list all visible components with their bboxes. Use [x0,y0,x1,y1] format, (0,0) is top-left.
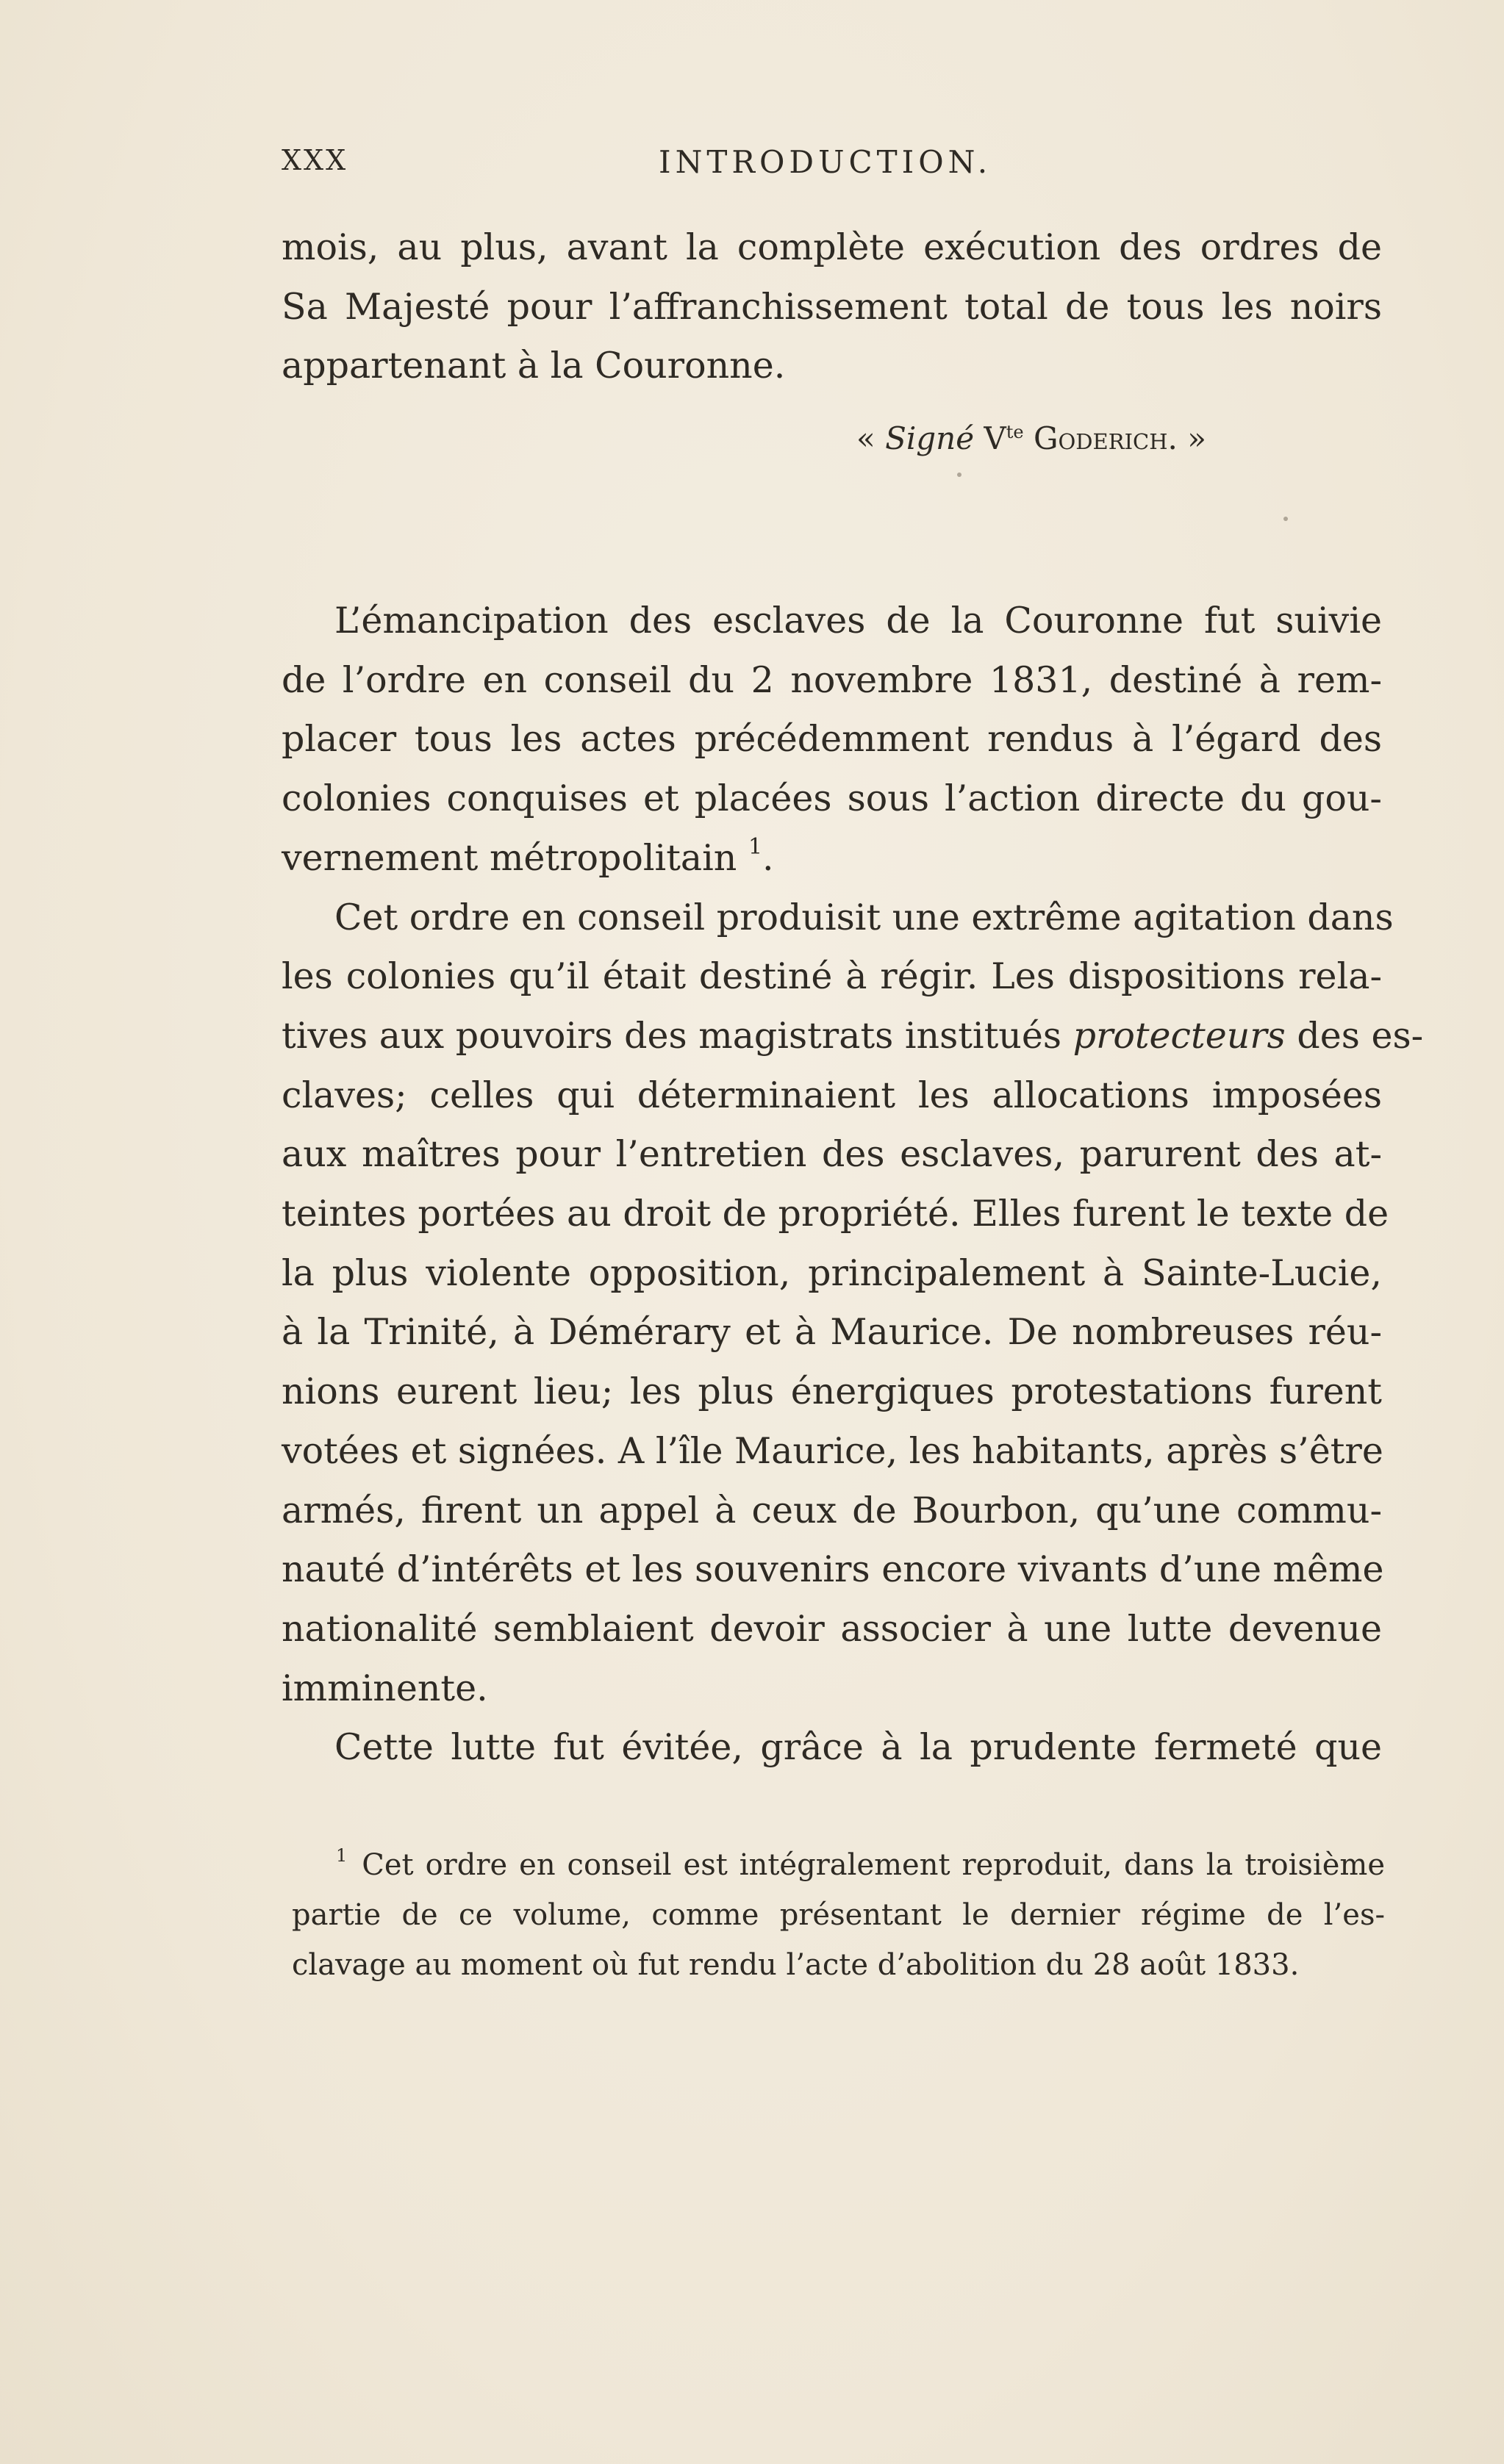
text-line: de l’ordre en conseil du 2 novembre 1831, destiné à rem- [282,658,1382,701]
text-line: armés, firent un appel à ceux de Bourbon, qu’une commu- [282,1489,1382,1531]
running-title: INTRODUCTION. [659,144,992,180]
signature-name: Goderich. [1033,420,1178,456]
text-line: imminente. [282,1667,488,1709]
signature-title-sup: te [1006,422,1024,442]
text-line: Cette lutte fut évitée, grâce à la prudente fermeté que [334,1726,1382,1769]
signature-line [856,420,1206,456]
text-line: Sa Majesté pour l’affranchissement total de tous les noirs [282,285,1382,328]
continued-paragraph [282,218,1382,396]
text-line: les colonies qu’il était destiné à régir. Les dispositions rela- [282,955,1382,998]
footnote-line: partie de ce volume, comme présentant le dernier régime de l’es- [292,1898,1385,1932]
signature-signed-word: Signé [885,420,975,456]
text-fragment: des es- [1285,1014,1424,1057]
text-line [282,829,1382,888]
paper-speck [957,473,962,477]
text-line: claves; celles qui déterminaient les allocations imposées [282,1074,1382,1116]
signature-open-quote: « [856,420,875,456]
text-line: nauté d’intérêts et les souvenirs encore vivants d’une même [282,1548,1384,1591]
text-line: aux maîtres pour l’entretien des esclaves, parurent des at- [282,1133,1382,1176]
text-line: nions eurent lieu; les plus énergiques protestations furent [282,1371,1382,1413]
signature-title: V [984,420,1006,456]
footnote-line [292,1840,1385,1890]
footnote-reference: 1 [748,833,763,860]
footnote-line: clavage au moment où fut rendu l’acte d’abolition du 28 août 1833. [292,1948,1300,1982]
text-line: Cet ordre en conseil produisit une extrême agitation dans [334,896,1394,938]
footnote [292,1840,1385,1990]
text-line: mois, au plus, avant la complète exécution des ordres de [282,226,1382,268]
text-line: L’émancipation des esclaves de la Couronne fut suivie [334,600,1382,642]
text-fragment: vernement métropolitain [282,836,748,879]
footnote-marker: 1 [336,1845,348,1866]
text-line: appartenant à la Couronne. [282,345,786,387]
text-fragment: tives aux pouvoirs des magistrats institués [282,1014,1073,1057]
text-fragment: Cet ordre en conseil est intégralement reproduit, dans la troisième [362,1848,1385,1882]
italic-term: protecteurs [1073,1014,1286,1057]
text-line: la plus violente opposition, principalement à Sainte-Lucie, [282,1251,1382,1294]
main-text [282,592,1424,1778]
page-number: XXX [282,144,348,176]
signature-close-quote: » [1187,420,1206,456]
text-line: teintes portées au droit de propriété. Elles furent le texte de [282,1193,1389,1235]
text-line: votées et signées. A l’île Maurice, les habitants, après s’être [282,1429,1383,1472]
text-line: nationalité semblaient devoir associer à une lutte devenue [282,1607,1382,1650]
text-line: à la Trinité, à Démérary et à Maurice. De nombreuses réu- [282,1311,1382,1354]
text-line [282,1007,1424,1066]
text-fragment: . [762,836,774,879]
text-line: colonies conquises et placées sous l’action directe du gou- [282,777,1382,820]
paper-speck [1283,517,1288,521]
page-header [282,144,1384,185]
text-line: placer tous les actes précédemment rendus à l’égard des [282,718,1382,761]
